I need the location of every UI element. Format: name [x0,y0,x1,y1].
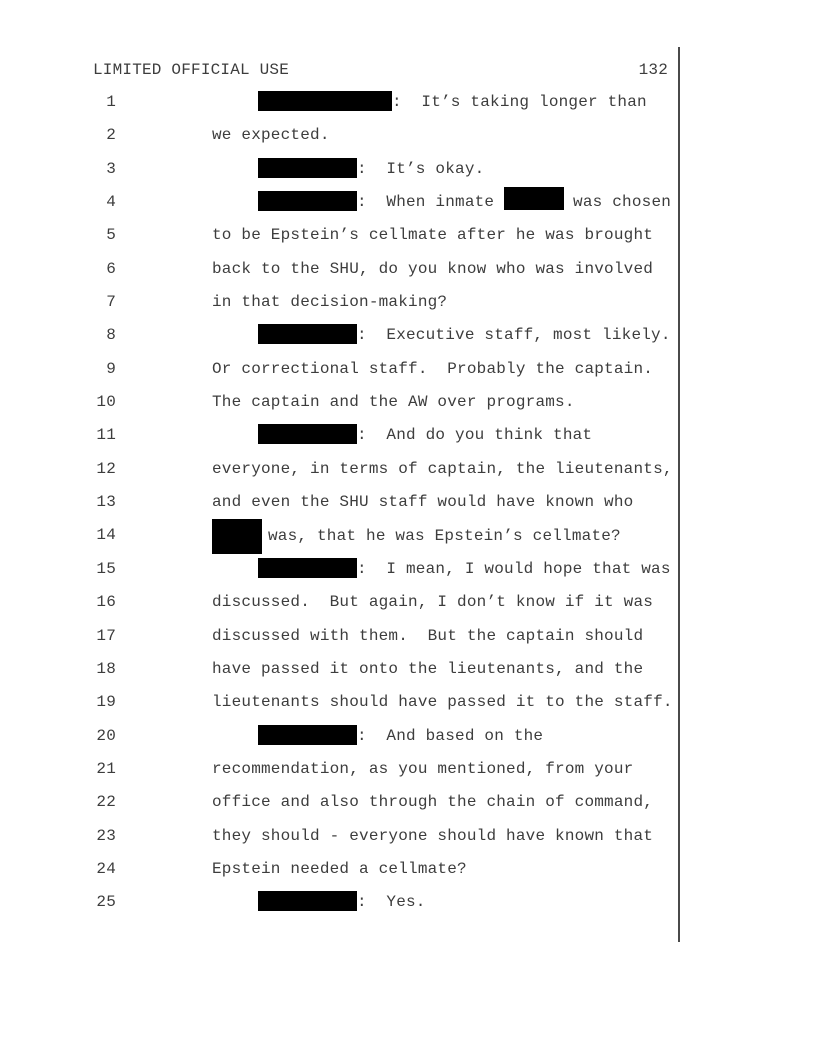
transcript-line [0,786,816,819]
transcript-text: discussed with them. But the captain should [212,626,644,645]
line-number: 18 [96,659,116,678]
line-number: 24 [96,859,116,878]
line-number: 5 [106,226,116,245]
line-number: 22 [96,793,116,812]
transcript-text: lieutenants should have passed it to the staff. [212,693,673,712]
transcript-text: everyone, in terms of captain, the lieutenants, [212,459,673,478]
transcript-line [0,453,816,486]
line-content [212,453,673,486]
transcript-text: was, that he was Epstein’s cellmate? [268,527,621,546]
transcript-text: was chosen [573,193,672,212]
line-number: 17 [96,626,116,645]
transcript-line [0,620,816,653]
transcript-text: : And based on the [357,726,544,745]
transcript-text: Epstein needed a cellmate? [212,859,467,878]
classification-label: LIMITED OFFICIAL USE [93,61,290,79]
transcript-text: : Executive staff, most likely. [357,326,671,345]
transcript-text: office and also through the chain of command, [212,793,654,812]
line-number: 15 [96,559,116,578]
line-number: 4 [106,193,116,212]
transcript-text: in that decision-making? [212,293,448,312]
transcript-text: have passed it onto the lieutenants, and the [212,659,644,678]
transcript-line [0,286,816,319]
transcript-line [0,586,816,619]
transcript-line [0,519,816,552]
transcript-line [0,486,816,519]
transcript-line [0,119,816,152]
transcript-body [0,86,816,920]
line-number: 21 [96,759,116,778]
line-number: 16 [96,593,116,612]
line-content [212,86,647,119]
line-content [212,653,643,686]
transcript-line [0,186,816,219]
line-content [212,386,575,419]
right-margin-rule [678,47,680,942]
redaction-bar [504,187,564,210]
transcript-line [0,653,816,686]
transcript-text: they should - everyone should have known that [212,826,654,845]
line-number: 6 [106,259,116,278]
line-number: 7 [106,293,116,312]
transcript-line [0,86,816,119]
transcript-text: : It’s okay. [357,159,485,178]
transcript-line [0,419,816,452]
line-content [212,620,643,653]
page-number: 132 [638,61,668,79]
line-content [212,419,592,452]
line-content [212,486,633,519]
transcript-line [0,820,816,853]
line-number: 14 [96,526,116,545]
redaction-bar [258,424,357,444]
transcript-line [0,153,816,186]
line-number: 10 [96,393,116,412]
line-content [212,820,653,853]
transcript-line [0,319,816,352]
transcript-text: : I mean, I would hope that was [357,559,671,578]
transcript-line [0,553,816,586]
transcript-line [0,253,816,286]
line-content [212,119,330,152]
transcript-text: to be Epstein’s cellmate after he was brought [212,226,654,245]
transcript-text: and even the SHU staff would have known who [212,493,634,512]
line-content [212,186,671,219]
transcript-line [0,219,816,252]
line-number: 23 [96,826,116,845]
line-number: 20 [96,726,116,745]
line-content [212,786,653,819]
transcript-text: we expected. [212,126,330,145]
transcript-text: recommendation, as you mentioned, from your [212,759,634,778]
line-number: 2 [106,126,116,145]
transcript-text: back to the SHU, do you know who was involved [212,259,654,278]
transcript-text: : It’s taking longer than [392,93,647,111]
transcript-line [0,720,816,753]
transcript-line [0,753,816,786]
redaction-bar [258,91,392,111]
line-content [212,853,467,886]
line-content [212,720,543,753]
line-number: 9 [106,359,116,378]
line-content [212,286,447,319]
transcript-text: discussed. But again, I don’t know if it was [212,593,654,612]
transcript-text: : Yes. [357,893,426,912]
transcript-line [0,353,816,386]
transcript-text: : When inmate [357,193,505,212]
line-number: 1 [106,93,116,111]
redaction-bar [258,891,357,911]
page-header [93,61,668,79]
transcript-text: The captain and the AW over programs. [212,393,575,412]
transcript-line [0,853,816,886]
transcript-line [0,686,816,719]
redaction-bar [212,519,262,554]
redaction-bar [258,324,357,344]
line-number: 11 [96,426,116,445]
line-number: 3 [106,159,116,178]
line-content [212,319,671,352]
redaction-bar [258,158,357,178]
line-number: 12 [96,459,116,478]
transcript-line [0,386,816,419]
line-content [212,553,671,586]
redaction-bar [258,558,357,578]
line-content [212,519,621,554]
transcript-text: : And do you think that [357,426,593,445]
line-number: 19 [96,693,116,712]
line-content [212,153,484,186]
redaction-bar [258,191,357,211]
line-content [212,586,653,619]
redaction-bar [258,725,357,745]
line-content [212,219,653,252]
line-content [212,753,633,786]
transcript-text: Or correctional staff. Probably the captain. [212,359,654,378]
line-number: 25 [96,893,116,912]
transcript-line [0,886,816,919]
line-content [212,253,653,286]
line-content [212,353,653,386]
line-number: 13 [96,493,116,512]
line-content [212,886,426,919]
line-content [212,686,673,719]
line-number: 8 [106,326,116,345]
